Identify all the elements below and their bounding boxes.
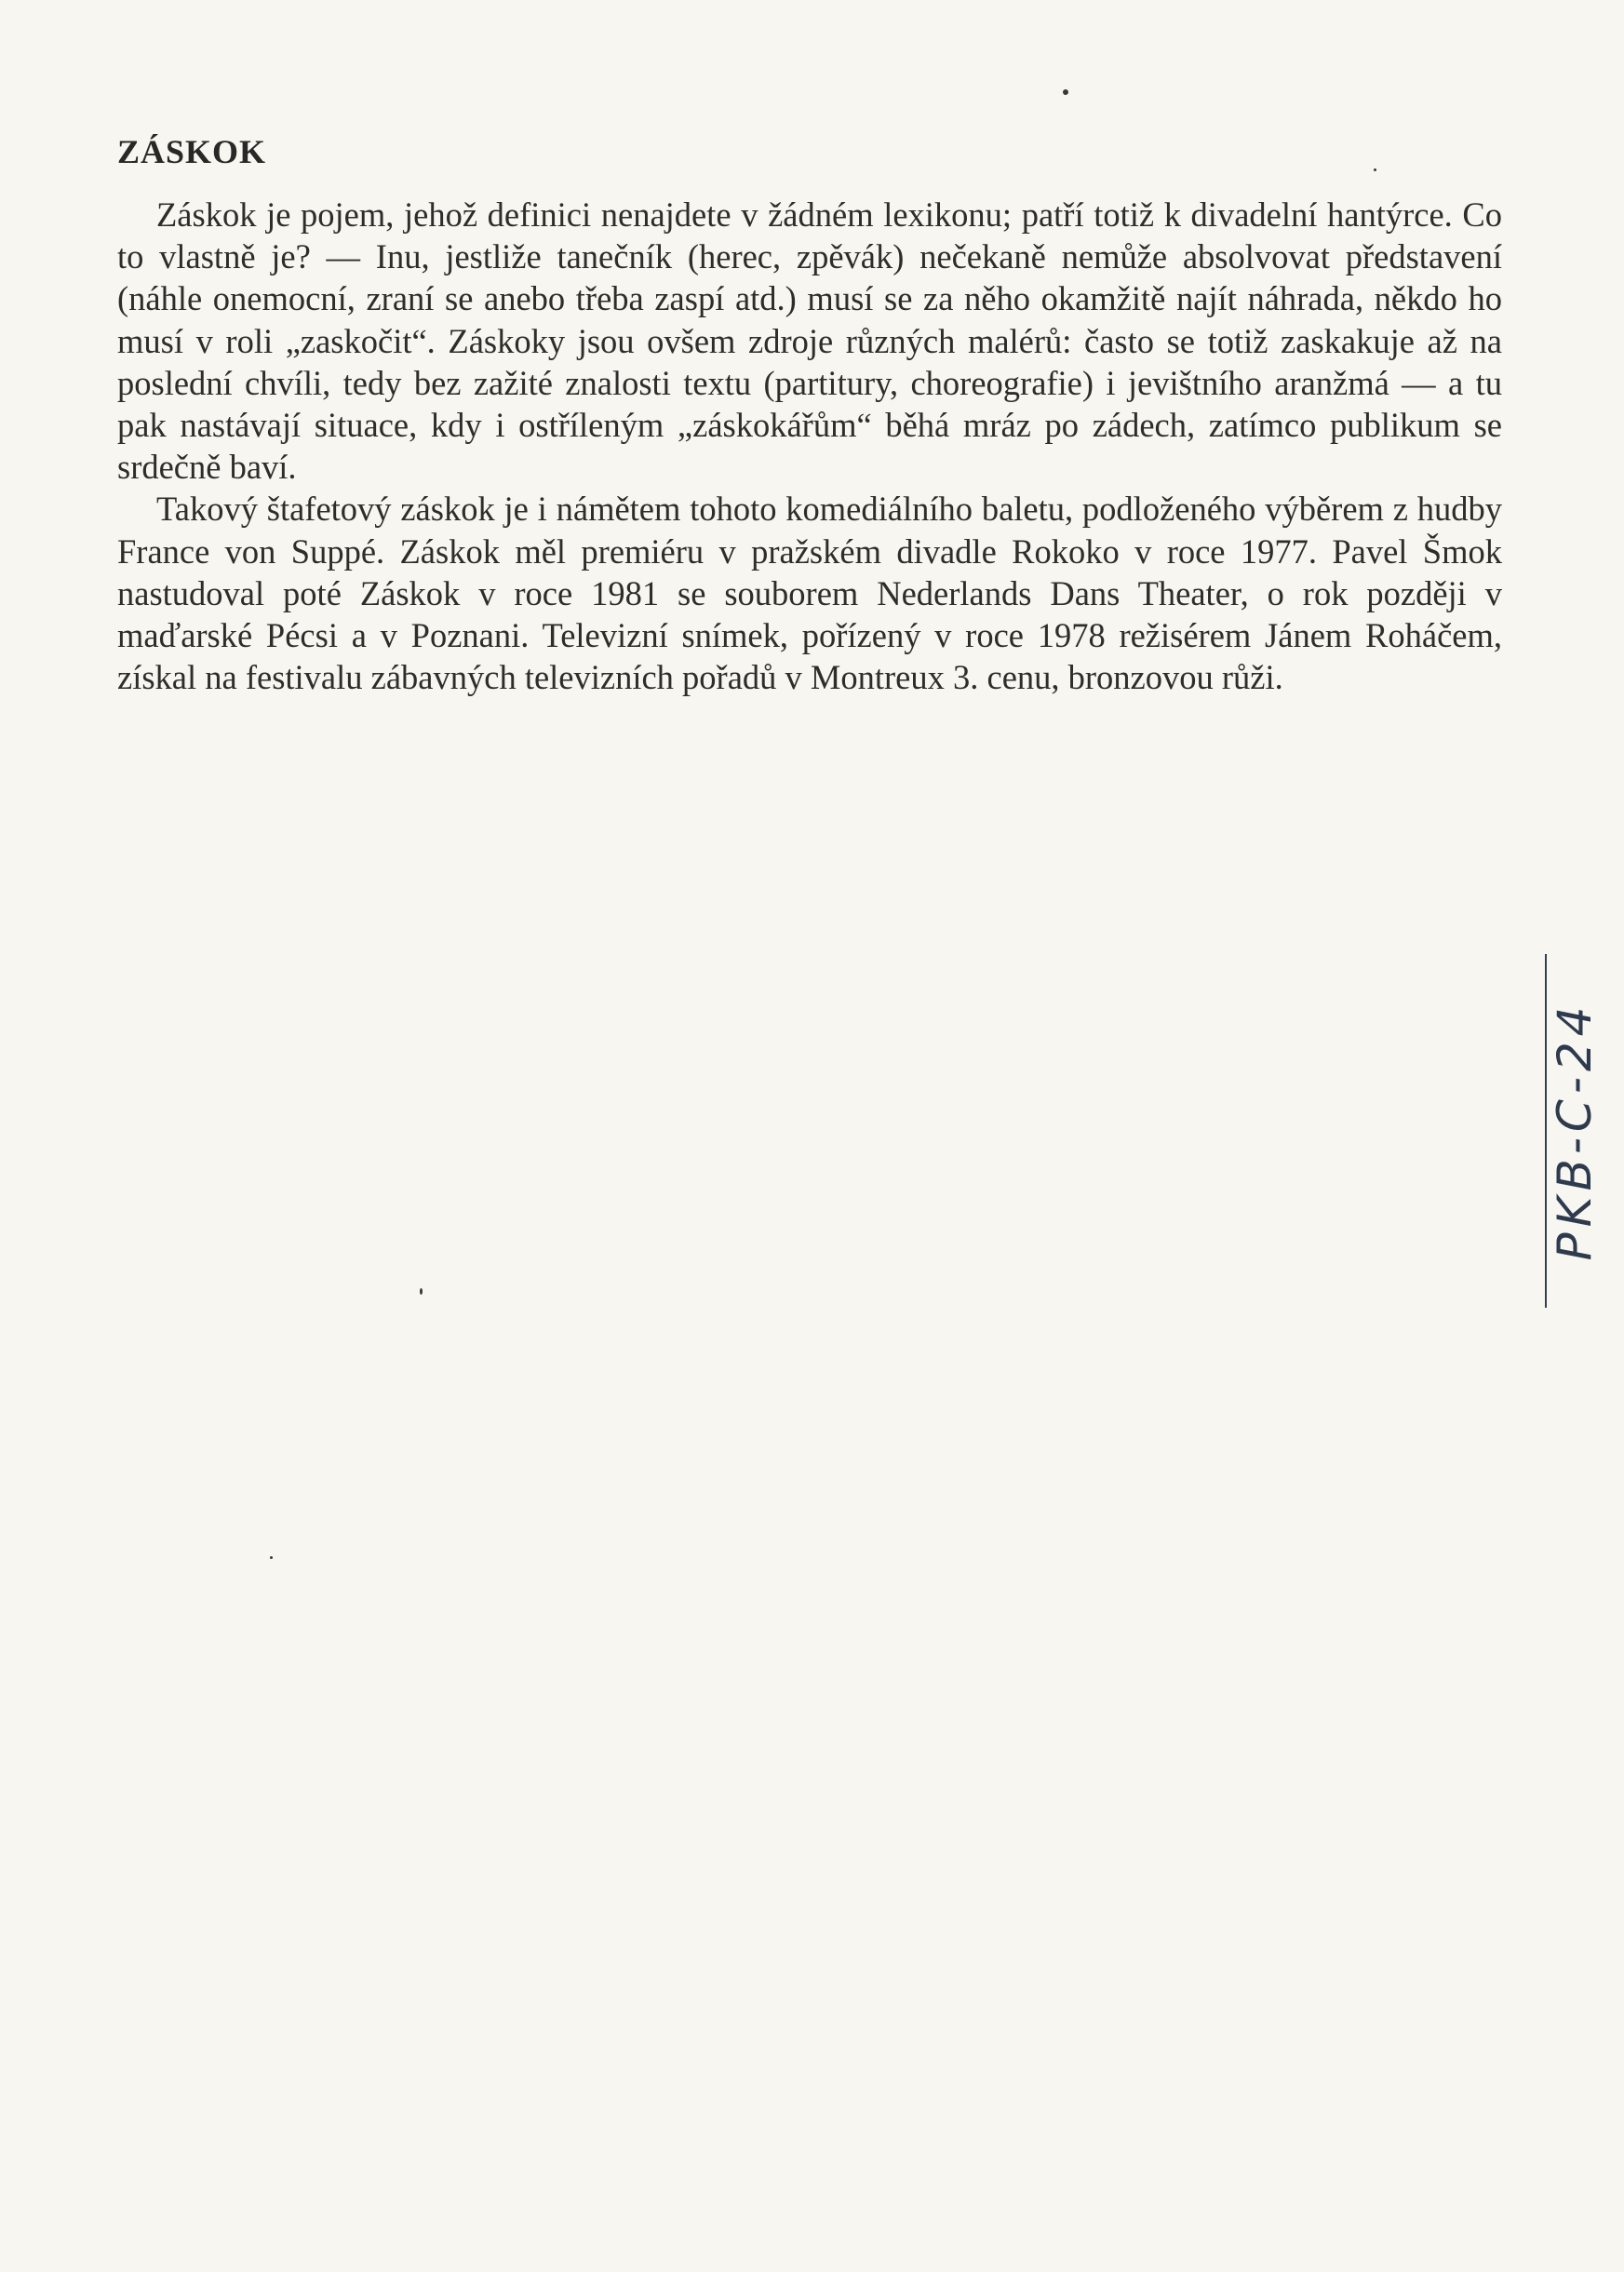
catalog-mark-frame xyxy=(1545,954,1547,1308)
document-title: ZÁSKOK xyxy=(117,133,267,170)
paragraph-2: Takový štafetový záskok je i námětem tohoto komediálního baletu, podloženého výběrem z hudby France von Suppé. Záskok měl premiéru v pražském divadle Rokoko v roce 1977. Pavel Šmok nastudoval poté Záskok v roce 1981 se souborem Nederlands Dans Theater, o rok později v maďarské Pécsi a v Poznani. Televizní snímek, pořízený v roce 1978 režisérem Jánem Roháčem, získal na festivalu zábavných televizních pořadů v Montreux 3. cenu, bronzovou růži. xyxy=(117,490,1502,697)
catalog-mark xyxy=(1510,954,1612,1326)
paper-speck xyxy=(270,1556,273,1559)
paper-speck xyxy=(420,1288,423,1295)
paper-speck xyxy=(1374,168,1376,171)
body-text xyxy=(117,194,1502,698)
paragraph-1: Záskok je pojem, jehož definici nenajdete v žádném lexikonu; patří totiž k divadelní hantýrce. Co to vlastně je? — Inu, jestliže tanečník (herec, zpěvák) nečekaně nemůže absolvovat představení (náhle onemocní, zraní se anebo třeba zaspí atd.) musí se za něho okamžitě najít náhrada, někdo ho musí v roli „zaskočit“. Záskoky jsou ovšem zdroje různých malérů: často se totiž zaskakuje až na poslední chvíli, tedy bez zažité znalosti textu (partitury, choreografie) i jevištního aranžmá — a tu pak nastávají situace, kdy i ostříleným „záskokářům“ běhá mráz po zádech, zatímco publikum se srdečně baví. xyxy=(117,195,1502,487)
catalog-mark-text: PKB-C-24 xyxy=(1548,1001,1602,1261)
paper-speck xyxy=(1063,89,1068,95)
